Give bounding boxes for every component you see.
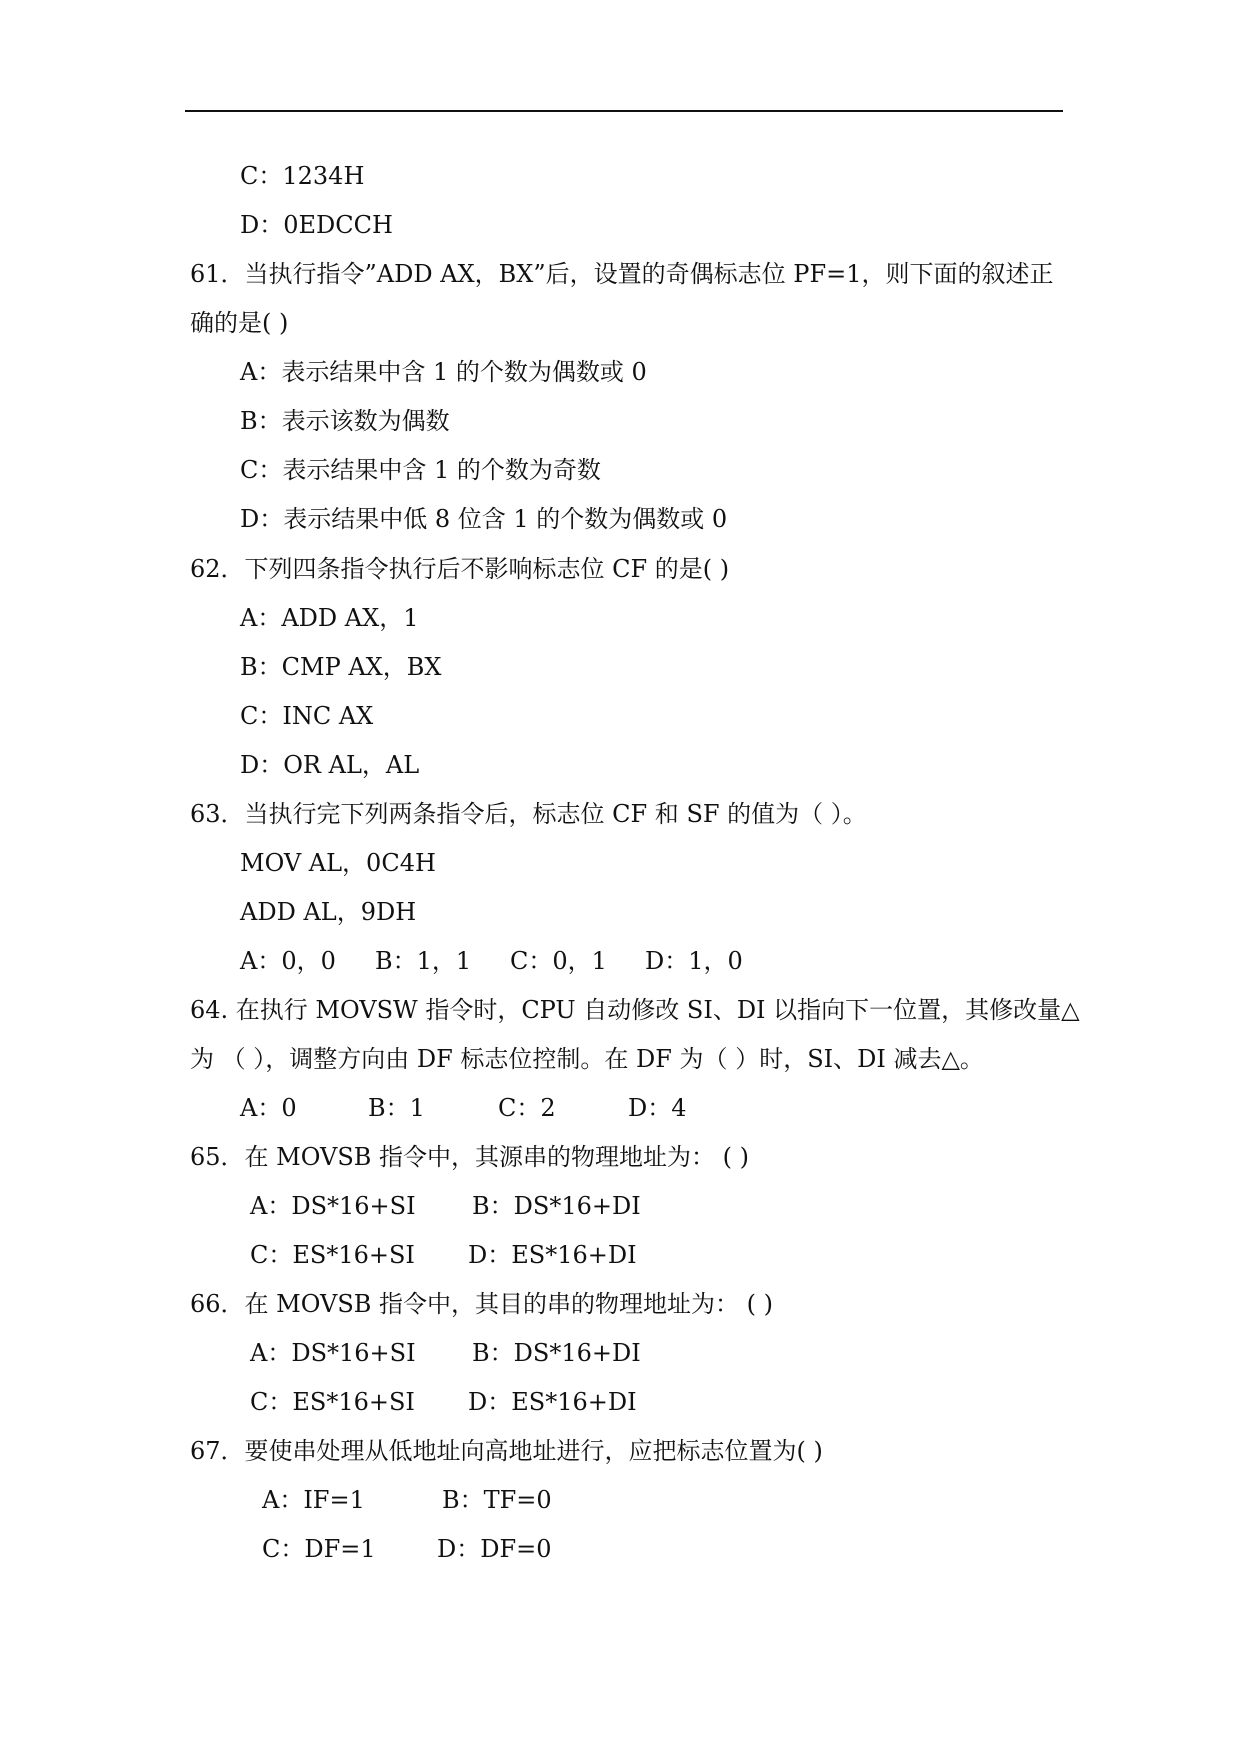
- q61-option-d: D：表示结果中低 8 位含 1 的个数为偶数或 0: [240, 505, 728, 533]
- q67-option-d: D：DF=0: [437, 1535, 552, 1563]
- q64-options-row: [240, 1093, 740, 1123]
- q66-stem: 66．在 MOVSB 指令中，其目的串的物理地址为： ( ): [190, 1290, 774, 1318]
- q62-option-d: D：OR AL，AL: [240, 751, 420, 779]
- q64-option-c: C：2: [498, 1094, 556, 1122]
- q61-option-c: C：表示结果中含 1 的个数为奇数: [240, 456, 601, 484]
- q67-options-row2: [262, 1534, 662, 1564]
- q66-option-b: B：DS*16+DI: [472, 1339, 641, 1367]
- q65-option-b: B：DS*16+DI: [472, 1192, 641, 1220]
- q66-option-a: A：DS*16+SI: [250, 1339, 416, 1367]
- q60-option-d: D：0EDCCH: [240, 211, 393, 239]
- q66-option-c: C：ES*16+SI: [250, 1388, 415, 1416]
- q63-code-line1: MOV AL，0C4H: [240, 849, 436, 877]
- q63-option-b: B：1，1: [375, 947, 472, 975]
- q64-option-a: A：0: [240, 1094, 297, 1122]
- q63-stem: 63．当执行完下列两条指令后，标志位 CF 和 SF 的值为（ ）。: [190, 800, 867, 828]
- q65-options-row2: [250, 1240, 750, 1270]
- q67-option-a: A：IF=1: [262, 1486, 365, 1514]
- q62-option-b: B：CMP AX，BX: [240, 653, 442, 681]
- q65-options-row1: [250, 1191, 750, 1221]
- q62-stem: 62．下列四条指令执行后不影响标志位 CF 的是( ): [190, 555, 730, 583]
- q63-option-a: A：0，0: [240, 947, 336, 975]
- q63-option-d: D：1，0: [645, 947, 743, 975]
- q61-stem-line2: 确的是( ): [190, 309, 289, 337]
- q66-options-row1: [250, 1338, 750, 1368]
- q64-option-d: D：4: [628, 1094, 687, 1122]
- q64-stem-line2: 为 （ ），调整方向由 DF 标志位控制。在 DF 为（ ）时，SI、DI 减去△。: [190, 1045, 984, 1073]
- q63-option-c: C：0，1: [510, 947, 607, 975]
- q67-stem: 67．要使串处理从低地址向高地址进行，应把标志位置为( ): [190, 1437, 823, 1465]
- q63-code-line2: ADD AL，9DH: [240, 898, 417, 926]
- q60-option-c: C：1234H: [240, 162, 365, 190]
- q66-options-row2: [250, 1387, 750, 1417]
- q66-option-d: D：ES*16+DI: [468, 1388, 637, 1416]
- q65-option-c: C：ES*16+SI: [250, 1241, 415, 1269]
- q67-options-row1: [262, 1485, 662, 1515]
- q62-option-a: A：ADD AX，1: [240, 604, 419, 632]
- q61-stem-line1: 61．当执行指令”ADD AX，BX”后，设置的奇偶标志位 PF=1，则下面的叙述正: [190, 260, 1054, 288]
- q64-option-b: B：1: [368, 1094, 425, 1122]
- q62-option-c: C：INC AX: [240, 702, 374, 730]
- q65-option-a: A：DS*16+SI: [250, 1192, 416, 1220]
- q63-options-row: [240, 946, 800, 976]
- header-rule: [185, 110, 1063, 112]
- q61-option-a: A：表示结果中含 1 的个数为偶数或 0: [240, 358, 647, 386]
- q61-option-b: B：表示该数为偶数: [240, 407, 450, 435]
- q65-stem: 65．在 MOVSB 指令中，其源串的物理地址为： ( ): [190, 1143, 750, 1171]
- q67-option-c: C：DF=1: [262, 1535, 376, 1563]
- q64-stem-line1: 64. 在执行 MOVSW 指令时，CPU 自动修改 SI、DI 以指向下一位置，其修改量△: [190, 996, 1080, 1024]
- q67-option-b: B：TF=0: [442, 1486, 552, 1514]
- q65-option-d: D：ES*16+DI: [468, 1241, 637, 1269]
